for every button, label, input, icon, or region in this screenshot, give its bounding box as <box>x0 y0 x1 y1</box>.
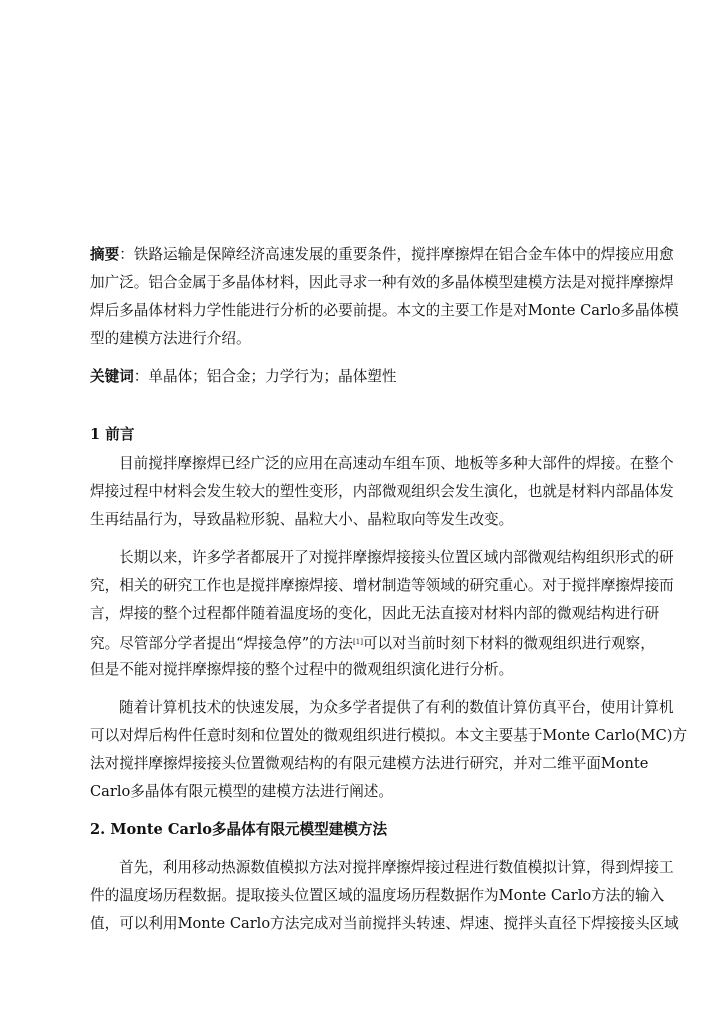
paragraph-line: 法对搅拌摩擦焊接接头位置微观结构的有限元建模方法进行研究，并对二维平面Monte <box>90 755 649 772</box>
abstract-line: 焊后多晶体材料力学性能进行分析的必要前提。本文的主要工作是对Monte Carlo多晶体模 <box>90 302 679 319</box>
paragraph <box>90 694 688 806</box>
paragraph-line: 言，焊接的整个过程都伴随着温度场的变化，因此无法直接对材料内部的微观结构进行研 <box>90 605 660 622</box>
paragraph-line: 焊接过程中材料会发生较大的塑性变形，内部微观组织会发生演化，也就是材料内部晶体发 <box>90 483 674 500</box>
paragraph-line: 目前搅拌摩擦焊已经广泛的应用在高速动车组车顶、地板等多种大部件的焊接。在整个 <box>119 455 674 472</box>
paragraph <box>90 544 674 684</box>
abstract-line: 加广泛。铝合金属于多晶体材料，因此寻求一种有效的多晶体模型建模方法是对搅拌摩擦焊 <box>90 274 674 291</box>
keywords <box>90 363 660 391</box>
paragraph <box>90 854 679 938</box>
section-1-heading: 1 前言 <box>90 426 135 443</box>
keywords-label: 关键词 <box>90 368 134 385</box>
section-2-heading: 2. Monte Carlo多晶体有限元模型建模方法 <box>90 821 388 838</box>
paragraph-line <box>90 628 660 656</box>
paragraph-line: 但是不能对搅拌摩擦焊接的整个过程中的微观组织演化进行分析。 <box>90 661 514 678</box>
paragraph-line: 可以对焊后构件任意时刻和位置处的微观组织进行模拟。本文主要基于Monte Carlo(MC)方 <box>90 727 688 744</box>
citation-ref[interactable]: [1] <box>353 638 363 646</box>
abstract-line: 型的建模方法进行介绍。 <box>90 330 251 347</box>
paragraph-line: 件的温度场历程数据。提取接头位置区域的温度场历程数据作为Monte Carlo方法的输入 <box>90 887 665 904</box>
document-page <box>90 241 688 948</box>
abstract-text: ：铁路运输是保障经济高速发展的重要条件，搅拌摩擦焊在铝合金车体中的焊接应用愈 <box>119 246 674 263</box>
abstract <box>90 241 679 353</box>
abstract-label: 摘要 <box>90 246 120 263</box>
paragraph-line: 长期以来，许多学者都展开了对搅拌摩擦焊接接头位置区域内部微观结构组织形式的研 <box>119 549 674 566</box>
paragraph-text: 可以对当前时刻下材料的微观组织进行观察， <box>362 635 655 652</box>
paragraph-line: 随着计算机技术的快速发展，为众多学者提供了有利的数值计算仿真平台，使用计算机 <box>119 699 674 716</box>
paragraph-line: 生再结晶行为，导致晶粒形貌、晶粒大小、晶粒取向等发生改变。 <box>90 511 514 528</box>
keywords-text: ：单晶体；铝合金；力学行为；晶体塑性 <box>133 368 397 385</box>
paragraph-text: 究。尽管部分学者提出“焊接急停”的方法 <box>90 635 354 652</box>
abstract-line <box>90 241 674 269</box>
paragraph-line: 首先，利用移动热源数值模拟方法对搅拌摩擦焊接过程进行数值模拟计算，得到焊接工 <box>119 859 674 876</box>
paragraph-line: 值，可以利用Monte Carlo方法完成对当前搅拌头转速、焊速、搅拌头直径下焊接接头区域 <box>90 915 679 932</box>
paragraph-line: 究，相关的研究工作也是搅拌摩擦焊接、增材制造等领域的研究重心。对于搅拌摩擦焊接而 <box>90 577 674 594</box>
paragraph <box>90 450 674 534</box>
paragraph-line: Carlo多晶体有限元模型的建模方法进行阐述。 <box>90 783 393 800</box>
